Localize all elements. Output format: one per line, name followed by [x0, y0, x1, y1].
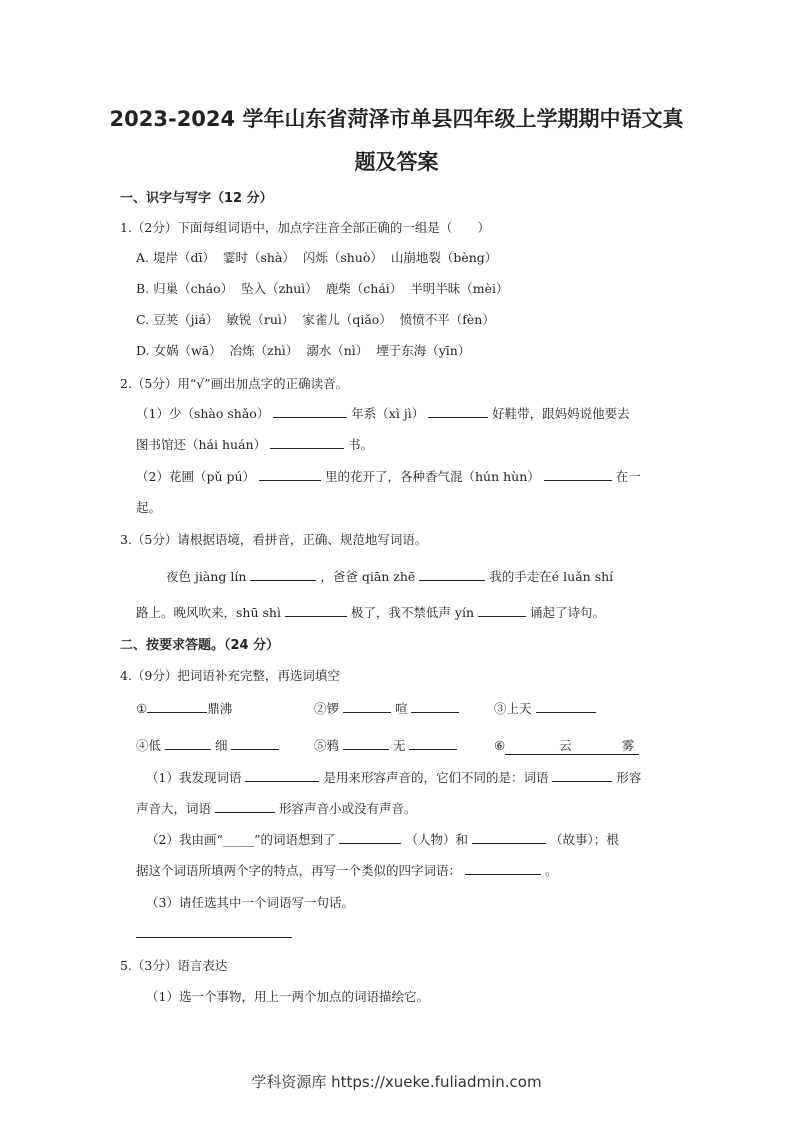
q4-p2d: 据这个词语所填两个字的特点，再写一个类似的四字词语：	[136, 863, 462, 878]
q3-blank-3[interactable]	[285, 603, 347, 617]
q3-stem: 3.（5分）请根据语境，看拼音，正确、规范地写词语。	[120, 532, 428, 547]
q4-blank-5[interactable]	[165, 736, 211, 750]
q1-b-1: B. 归巢（cháo）	[136, 281, 234, 296]
q4-blank-10[interactable]	[245, 768, 319, 782]
q2-blank-5[interactable]	[544, 467, 612, 481]
q2-blank-2[interactable]	[428, 404, 488, 418]
q2-stem: 2.（5分）用“√”画出加点字的正确读音。	[120, 376, 349, 391]
q4-item-2	[314, 699, 459, 717]
footer-watermark: 学科资源库 https://xueke.fuliadmin.com	[251, 1073, 542, 1091]
q4-p2b: （人物）和	[405, 832, 468, 847]
q1-c-4: 愤愤不平（fèn）	[399, 312, 495, 327]
q1-option-a	[136, 248, 497, 266]
q2-line3	[136, 467, 641, 485]
q4-word1: 鼎沸	[207, 701, 233, 716]
q4-blank-4[interactable]	[536, 699, 596, 713]
q4-word6a: 云	[559, 738, 572, 753]
q1-option-b	[136, 279, 508, 297]
q1-b-2: 坠入（zhuì）	[241, 281, 318, 296]
q4-word5a: ⑤鸦	[314, 738, 340, 753]
q3-pinyin5: 极了，我不禁低声 yín	[350, 605, 475, 620]
q3-pinyin1: 夜色 jiàng lín	[166, 569, 247, 584]
q2-item4: （2）花圃（pǔ pú）	[136, 469, 256, 484]
q4-blank-13[interactable]	[339, 830, 401, 844]
q4-word4b: 细	[214, 738, 228, 753]
q1-d-3: 溺水（nì）	[306, 343, 369, 358]
section-2-heading: 二、按要求答题。（24 分）	[120, 638, 280, 653]
q3-pinyin4: 路上。晚风吹来，shū shì	[136, 605, 281, 620]
q1-d-4: 堙于东海（yīn）	[376, 343, 471, 358]
q3-blank-4[interactable]	[478, 603, 526, 617]
q4-p1d: 声音大，词语	[136, 801, 212, 816]
q4-answer-line[interactable]	[136, 937, 292, 938]
q4-blank-7[interactable]	[343, 736, 389, 750]
q4-word3: ③上天	[494, 701, 532, 716]
q4-p1b: 是用来形容声音的，它们不同的是：词语	[323, 770, 549, 785]
q1-b-3: 鹿柴（chái）	[325, 281, 403, 296]
q3-blank-1[interactable]	[250, 567, 316, 581]
q4-word4a: ④低	[136, 738, 162, 753]
q3-pinyin2: ，爸爸 qiān zhē	[320, 569, 416, 584]
q3-pinyin3: 我的手走在é luǎn shí	[489, 569, 614, 584]
q2-line1	[136, 404, 630, 422]
q3-blank-2[interactable]	[419, 567, 485, 581]
q4-blank-12[interactable]	[215, 799, 275, 813]
q2-item3: 图书馆还（hái huán）	[136, 437, 267, 452]
q4-p2-line2	[136, 861, 558, 879]
q4-item-4	[136, 736, 279, 754]
q3-line1	[166, 567, 613, 585]
q4-blank-14[interactable]	[472, 830, 546, 844]
q4-p3: （3）请任选其中一个词语写一句话。	[146, 895, 354, 910]
q1-b-4: 半明半昧（mèi）	[410, 281, 509, 296]
q4-p2a: （2）我由画“_____”的词语想到了	[146, 832, 336, 847]
q1-a-2: 霎时（shà）	[222, 250, 295, 265]
q2-text2: 书。	[348, 437, 374, 452]
q5-stem: 5.（3分）语言表达	[120, 958, 228, 973]
q4-item-6	[494, 736, 639, 755]
q2-blank-1[interactable]	[273, 404, 347, 418]
q2-text3: 在一	[615, 469, 641, 484]
q1-d-2: 冶炼（zhì）	[229, 343, 299, 358]
q4-num1: ①	[136, 701, 148, 716]
q1-a-1: A. 堤岸（dī）	[136, 250, 215, 265]
q1-option-d	[136, 341, 470, 359]
q2-item2: 年系（xì jì）	[351, 406, 425, 421]
q1-stem: 1.（2分）下面每组词语中，加点字注音全部正确的一组是（ ）	[120, 220, 490, 235]
q4-word5b: 无	[392, 738, 406, 753]
page-title-line1: 2023-2024 学年山东省菏泽市单县四年级上学期期中语文真	[109, 107, 684, 131]
q4-p1e: 形容声音小或没有声音。	[278, 801, 417, 816]
q1-a-4: 山崩地裂（bèng）	[390, 250, 498, 265]
q4-item-5	[314, 736, 457, 754]
q4-item-3	[494, 699, 596, 717]
q4-p1-line2	[136, 799, 417, 817]
q1-c-2: 敏锐（ruì）	[226, 312, 295, 327]
q1-c-3: 家雀儿（qiǎo）	[302, 312, 392, 327]
q4-item-1	[136, 699, 232, 717]
q5-p1: （1）选一个事物，用上一两个加点的词语描绘它。	[146, 989, 429, 1004]
q4-word6b: 雾	[621, 738, 635, 753]
q4-p1a: （1）我发现词语	[146, 770, 242, 785]
q4-p1c: 形容	[616, 770, 642, 785]
q2-text1: 好鞋带，跟妈妈说他要去	[492, 406, 630, 421]
q4-blank-8[interactable]	[409, 736, 457, 750]
q2-blank-3[interactable]	[270, 435, 344, 449]
q1-d-1: D. 女娲（wā）	[136, 343, 222, 358]
q1-a-3: 闪烁（shuò）	[302, 250, 383, 265]
q2-item1: （1）少（shào shǎo）	[136, 406, 270, 421]
q4-num6: ⑥	[494, 738, 506, 753]
q4-blank-6[interactable]	[231, 736, 279, 750]
page-title-line2: 题及答案	[354, 150, 439, 174]
q4-blank-3[interactable]	[411, 699, 459, 713]
q2-line4: 起。	[136, 500, 162, 515]
q4-blank-11[interactable]	[552, 768, 612, 782]
q4-p2c: （故事）；根	[549, 832, 619, 847]
q4-word2b: 喧	[394, 701, 408, 716]
q4-stem: 4.（9分）把词语补充完整，再选词填空	[120, 668, 340, 683]
q3-text: 诵起了诗句。	[529, 605, 605, 620]
q2-blank-4[interactable]	[259, 467, 321, 481]
q1-c-1: C. 豆荚（jiá）	[136, 312, 219, 327]
q2-line2	[136, 435, 373, 453]
section-1-heading: 一、识字与写字（12 分）	[120, 191, 273, 206]
q4-blank-15[interactable]	[465, 861, 541, 875]
q3-line2	[136, 603, 605, 621]
q4-blank-2[interactable]	[343, 699, 391, 713]
q4-p2e: 。	[544, 863, 558, 878]
q4-p1-line1	[146, 768, 641, 786]
q2-item5: 里的花开了，各种香气混（hún hùn）	[325, 469, 540, 484]
q4-p2-line1	[146, 830, 619, 848]
q4-word2a: ②锣	[314, 701, 340, 716]
q4-blank-1[interactable]	[147, 699, 207, 713]
q1-option-c	[136, 310, 495, 328]
q4-blank-9[interactable]	[505, 736, 639, 755]
